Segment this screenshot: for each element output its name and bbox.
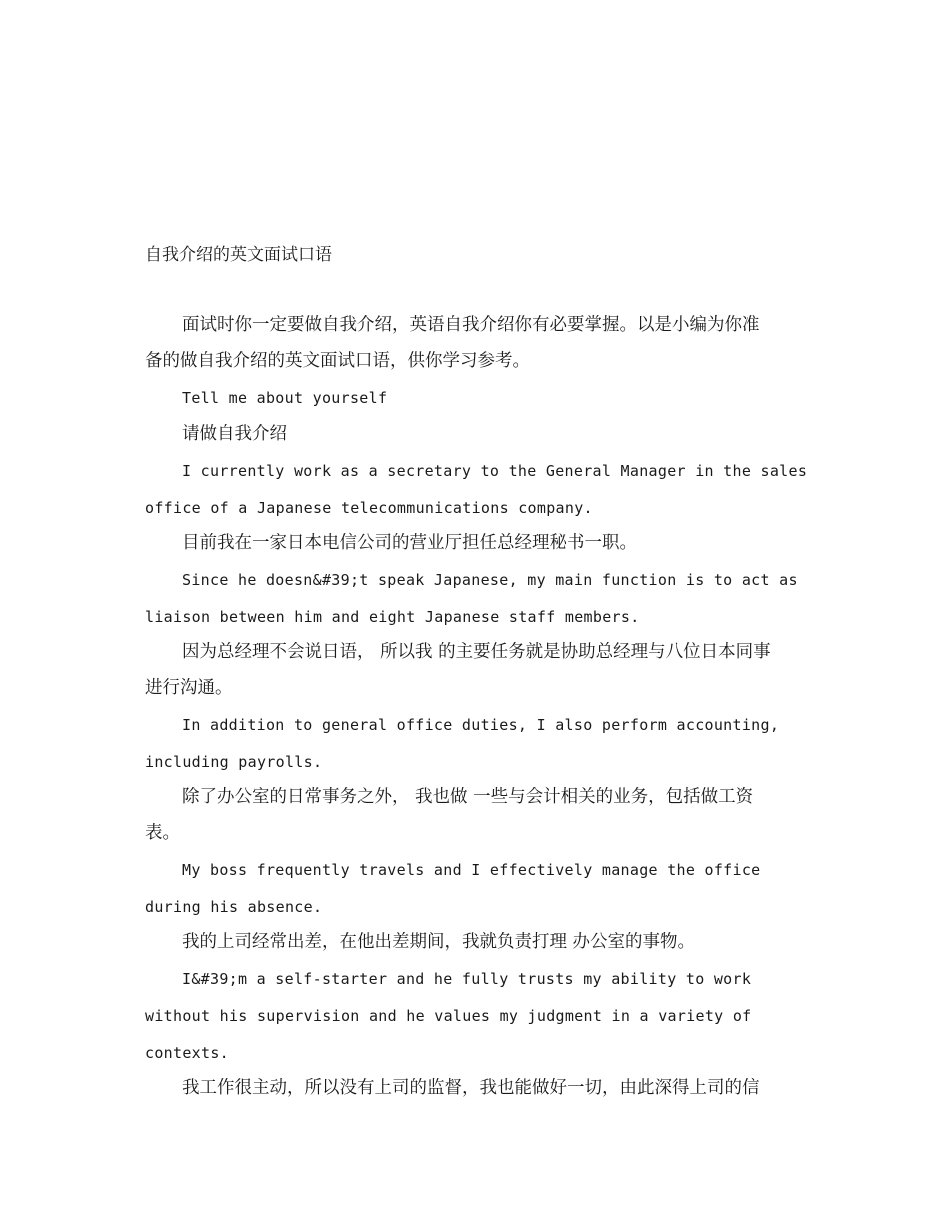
paragraph-line: 除了办公室的日常事务之外， 我也做 一些与会计相关的业务，包括做工资 <box>182 787 754 807</box>
document-title: 自我介绍的英文面试口语 <box>145 245 332 265</box>
paragraph-line: without his supervision and he values my judgment in a variety of <box>145 1007 752 1025</box>
paragraph-line: 目前我在一家日本电信公司的营业厅担任总经理秘书一职。 <box>182 533 637 553</box>
paragraph-line: Tell me about yourself <box>182 389 388 407</box>
paragraph-line: 我工作很主动，所以没有上司的监督，我也能做好一切，由此深得上司的信 <box>182 1078 760 1098</box>
paragraph-line: 请做自我介绍 <box>182 424 287 444</box>
paragraph-line: My boss frequently travels and I effectively manage the office <box>182 861 761 879</box>
paragraph-line: liaison between him and eight Japanese staff members. <box>145 608 640 626</box>
paragraph-line: contexts. <box>145 1044 229 1062</box>
paragraph-line: I currently work as a secretary to the General Manager in the sales <box>182 462 808 480</box>
paragraph-line: during his absence. <box>145 898 323 916</box>
paragraph-line: 面试时你一定要做自我介绍，英语自我介绍你有必要掌握。以是小编为你准 <box>182 315 760 335</box>
paragraph-line: office of a Japanese telecommunications company. <box>145 499 593 517</box>
paragraph-line: In addition to general office duties, I also perform accounting, <box>182 716 780 734</box>
paragraph-line: 备的做自我介绍的英文面试口语，供你学习参考。 <box>145 351 530 371</box>
paragraph-line: 我的上司经常出差，在他出差期间，我就负责打理 办公室的事物。 <box>182 932 696 952</box>
paragraph-line: Since he doesn&#39;t speak Japanese, my main function is to act as <box>182 571 798 589</box>
paragraph-line: including payrolls. <box>145 753 323 771</box>
paragraph-line: 进行沟通。 <box>145 678 233 698</box>
paragraph-line: 因为总经理不会说日语， 所以我 的主要任务就是协助总经理与八位日本同事 <box>182 642 771 662</box>
paragraph-line: 表。 <box>145 823 180 843</box>
paragraph-line: I&#39;m a self-starter and he fully trusts my ability to work <box>182 970 752 988</box>
